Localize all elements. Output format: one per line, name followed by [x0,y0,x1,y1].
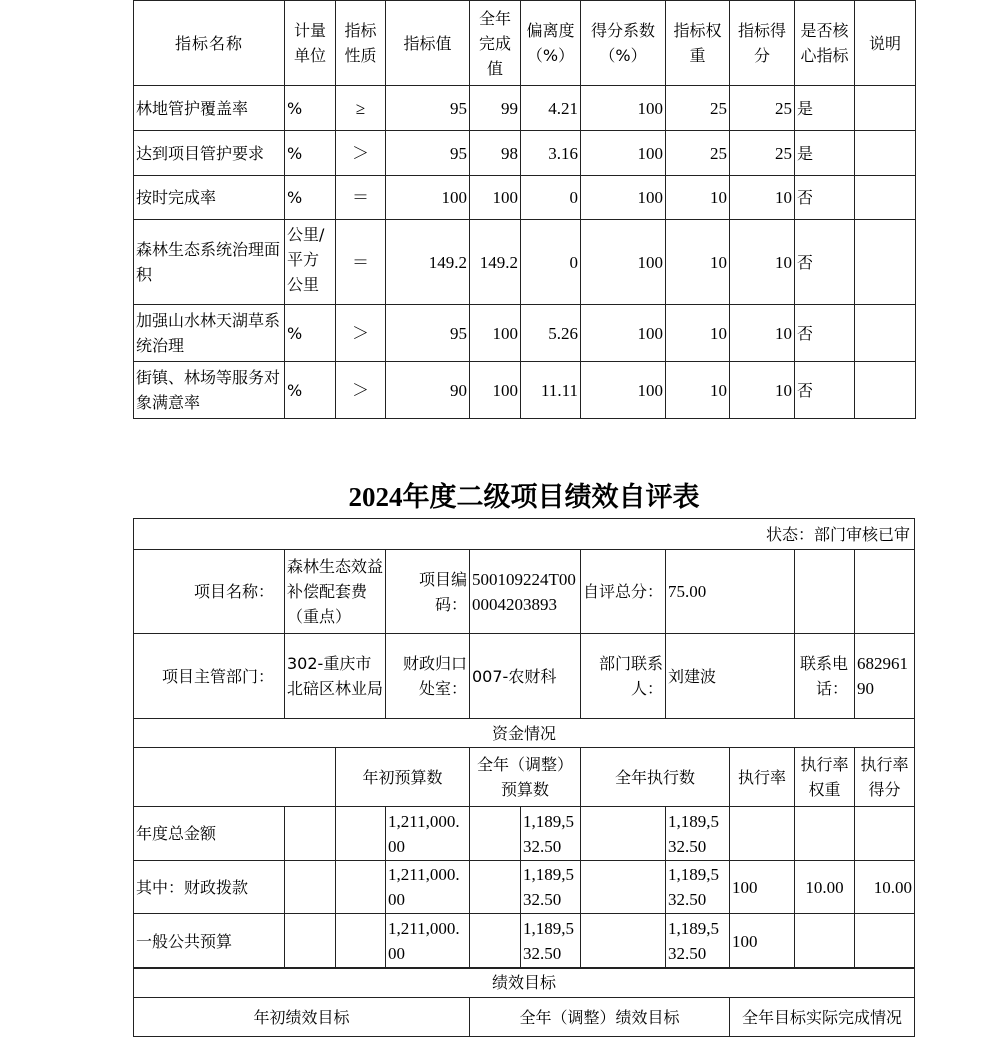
weight: 10 [665,304,730,362]
score-coef: 100 [580,175,666,220]
target-value: 95 [385,85,470,131]
blank-cell [284,806,336,861]
funds-header-initial: 年初预算数 [335,747,470,807]
deviation: 4.21 [520,85,581,131]
header-core: 是否核心指标 [794,0,855,86]
nature: ＞ [335,130,386,176]
header-deviation: 偏离度（%） [520,0,581,86]
status-text: 状态：部门审核已审 [133,518,915,550]
unit: % [284,361,336,419]
header-weight: 指标权重 [665,0,730,86]
funds-score-value [854,806,915,861]
completed-value: 149.2 [469,219,521,305]
project-code-label: 项目编码： [385,549,470,634]
funds-rate-value [729,806,795,861]
header-completed: 全年完成值 [469,0,521,86]
phone-label: 联系电话： [794,633,855,719]
unit: % [284,130,336,176]
unit: % [284,85,336,131]
blank-cell [335,913,386,969]
funds-executed-value: 1,189,532.50 [665,913,730,969]
nature: ＝ [335,175,386,220]
funds-header-score: 执行率得分 [854,747,915,807]
target-value: 95 [385,130,470,176]
is-core: 是 [794,130,855,176]
funds-adjusted-value: 1,189,532.50 [520,860,581,914]
funds-section-label: 资金情况 [133,718,915,748]
unit: % [284,304,336,362]
note [854,85,916,131]
indicator-name: 森林生态系统治理面积 [133,219,285,305]
project-name-value: 森林生态效益补偿配套费（重点） [284,549,386,634]
self-score-label: 自评总分： [580,549,666,634]
project-code-value: 500109224T000004203893 [469,549,581,634]
blank-cell [580,913,666,969]
blank-cell [580,860,666,914]
is-core: 否 [794,175,855,220]
score: 10 [729,361,795,419]
funds-rate-value: 100 [729,860,795,914]
dept-label: 项目主管部门： [133,633,285,719]
funds-row-label: 年度总金额 [133,806,285,861]
weight: 10 [665,175,730,220]
score: 25 [729,85,795,131]
score-coef: 100 [580,219,666,305]
funds-header-weight: 执行率权重 [794,747,855,807]
funds-header-executed: 全年执行数 [580,747,730,807]
blank-cell [469,860,521,914]
blank-cell [854,549,915,634]
funds-executed-value: 1,189,532.50 [665,806,730,861]
target-value: 149.2 [385,219,470,305]
blank-cell [580,806,666,861]
score: 25 [729,130,795,176]
funds-row-label: 其中：财政拨款 [133,860,285,914]
nature: ≥ [335,85,386,131]
page-title: 2024年度二级项目绩效自评表 [348,481,700,512]
nature: ＞ [335,361,386,419]
funds-row-label: 一般公共预算 [133,913,285,969]
header-nature: 指标性质 [335,0,386,86]
completed-value: 99 [469,85,521,131]
funds-initial-value: 1,211,000.00 [385,806,470,861]
is-core: 否 [794,219,855,305]
funds-initial-value: 1,211,000.00 [385,913,470,969]
note [854,304,916,362]
score-coef: 100 [580,361,666,419]
deviation: 3.16 [520,130,581,176]
blank-cell [469,913,521,969]
blank-cell [469,806,521,861]
score-coef: 100 [580,304,666,362]
note [854,219,916,305]
note [854,175,916,220]
deviation: 5.26 [520,304,581,362]
project-name-label: 项目名称： [133,549,285,634]
completed-value: 100 [469,361,521,419]
blank-cell [335,806,386,861]
indicator-name: 按时完成率 [133,175,285,220]
header-unit: 计量单位 [284,0,336,86]
header-indicator-name: 指标名称 [133,0,285,86]
blank-cell [284,860,336,914]
funds-header-rate: 执行率 [729,747,795,807]
funds-rate-value: 100 [729,913,795,969]
is-core: 否 [794,361,855,419]
nature: ＞ [335,304,386,362]
is-core: 是 [794,85,855,131]
completed-value: 100 [469,304,521,362]
funds-score-value [854,913,915,969]
funds-header-adjusted: 全年（调整）预算数 [469,747,581,807]
weight: 25 [665,130,730,176]
funds-weight-value [794,806,855,861]
blank-cell [794,549,855,634]
is-core: 否 [794,304,855,362]
weight: 10 [665,219,730,305]
indicator-name: 街镇、林场等服务对象满意率 [133,361,285,419]
header-note: 说明 [854,0,916,86]
indicator-name: 林地管护覆盖率 [133,85,285,131]
score: 10 [729,175,795,220]
unit: 公里/平方公里 [284,219,336,305]
goals-section-label: 绩效目标 [133,967,915,998]
header-target: 指标值 [385,0,470,86]
indicator-name: 加强山水林天湖草系统治理 [133,304,285,362]
target-value: 90 [385,361,470,419]
score: 10 [729,304,795,362]
funds-weight-value [794,913,855,969]
score: 10 [729,219,795,305]
blank-cell [284,913,336,969]
funds-executed-value: 1,189,532.50 [665,860,730,914]
header-score-coef: 得分系数（%） [580,0,666,86]
phone-value: 68296190 [854,633,915,719]
deviation: 0 [520,175,581,220]
blank-cell [133,747,336,807]
note [854,130,916,176]
target-value: 95 [385,304,470,362]
contact-label: 部门联系人： [580,633,666,719]
completed-value: 98 [469,130,521,176]
header-score: 指标得分 [729,0,795,86]
finance-office-value: 007-农财科 [469,633,581,719]
finance-office-label: 财政归口处室： [385,633,470,719]
deviation: 11.11 [520,361,581,419]
contact-value: 刘建波 [665,633,795,719]
deviation: 0 [520,219,581,305]
completed-value: 100 [469,175,521,220]
goals-header-initial: 年初绩效目标 [133,997,470,1037]
score-coef: 100 [580,85,666,131]
goals-header-adjusted: 全年（调整）绩效目标 [469,997,730,1037]
unit: % [284,175,336,220]
goals-header-actual: 全年目标实际完成情况 [729,997,915,1037]
target-value: 100 [385,175,470,220]
indicator-name: 达到项目管护要求 [133,130,285,176]
dept-value: 302-重庆市北碚区林业局 [284,633,386,719]
weight: 10 [665,361,730,419]
funds-initial-value: 1,211,000.00 [385,860,470,914]
note [854,361,916,419]
self-score-value: 75.00 [665,549,795,634]
funds-adjusted-value: 1,189,532.50 [520,913,581,969]
nature: ＝ [335,219,386,305]
weight: 25 [665,85,730,131]
blank-cell [335,860,386,914]
funds-adjusted-value: 1,189,532.50 [520,806,581,861]
score-coef: 100 [580,130,666,176]
funds-weight-value: 10.00 [794,860,855,914]
funds-score-value: 10.00 [854,860,915,914]
